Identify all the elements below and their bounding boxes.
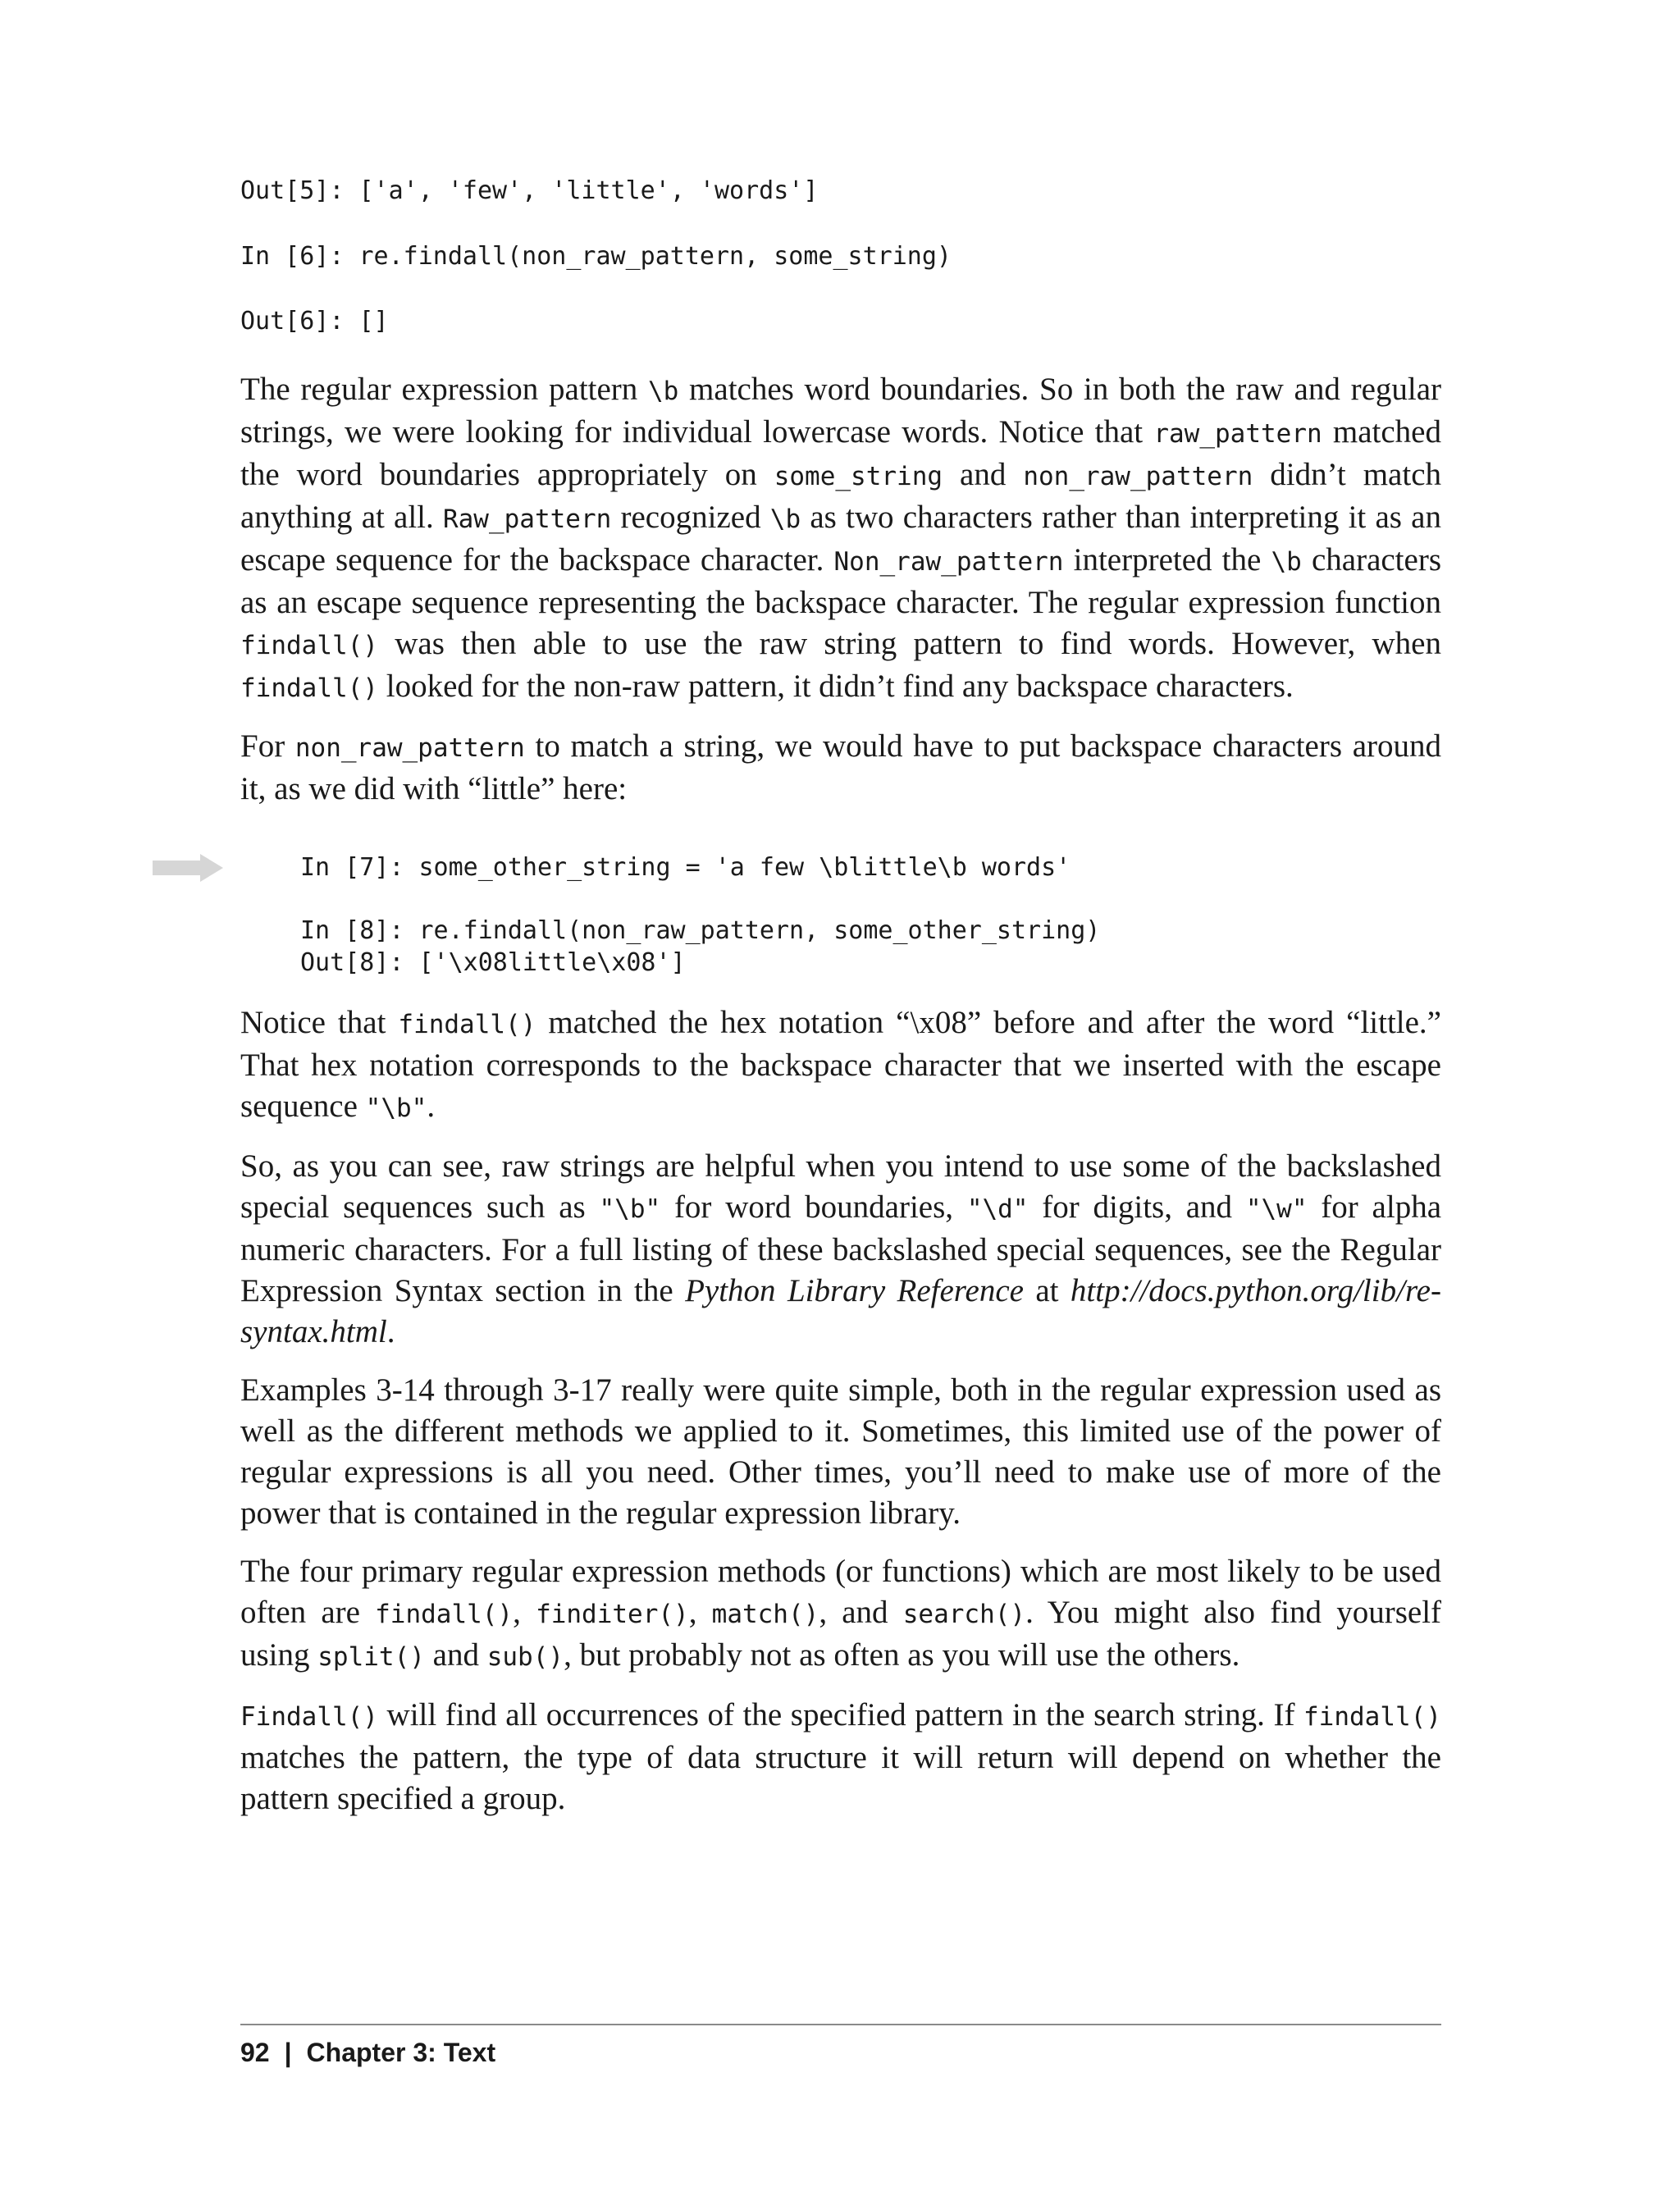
code-input-6: In [6]: re.findall(non_raw_pattern, some_string) [240, 242, 952, 271]
code-output-6: Out[6]: [] [240, 307, 389, 336]
paragraph-primary-methods: The four primary regular expression methods (or functions) which are most likely to be used often are findall(), finditer(), match(), and search(). You might also find yourself using split() and sub(), but probably not as often as you will use the others. [240, 1554, 1442, 1673]
footer-divider [240, 2024, 1441, 2025]
arrow-marker-icon [153, 854, 223, 882]
page-footer [240, 2034, 495, 2070]
paragraph-hex-notation: Notice that findall() matched the hex notation “\x08” before and after the word “little.” That hex notation corresponds to the backspace character that we inserted with the escape sequence "\b". [240, 1005, 1441, 1124]
paragraph-raw-strings-helpful: So, as you can see, raw strings are helpful when you intend to use some of the backslashed special sequences such as "\b" for word boundaries, "\d" for digits, and "\w" for alpha numeric characters. For a full listing of these backslashed special sequences, see the Regular Expression Syntax section in the Python Library Reference at http://docs.python.org/lib/re-syntax.html. [240, 1148, 1442, 1349]
footer-separator: | [284, 2038, 292, 2067]
body-text-upper [240, 369, 1441, 827]
page-number: 92 [240, 2038, 270, 2067]
paragraph-findall-description: Findall() will find all occurrences of the specified pattern in the search string. If findall() matches the pattern, the type of data structure it will return will depend on whether the pattern specified a group. [240, 1697, 1441, 1816]
body-text-lower [240, 1002, 1441, 1837]
paragraph-backspace-intro: For non_raw_pattern to match a string, we would have to put backspace characters around it, as we did with “little” here: [240, 728, 1441, 806]
code-input-7: In [7]: some_other_string = 'a few \blittle\b words' [300, 853, 1071, 882]
code-input-8: In [8]: re.findall(non_raw_pattern, some_other_string) [300, 916, 1101, 945]
code-output-8: Out[8]: ['\x08little\x08'] [300, 948, 686, 977]
chapter-title: Chapter 3: Text [306, 2038, 496, 2067]
paragraph-raw-vs-nonraw: The regular expression pattern \b matches word boundaries. So in both the raw and regular strings, we were looking for individual lowercase words. Notice that raw_pattern matched the word boundaries appropriately on some_string and non_raw_pattern didn’t match anything at all. Raw_pattern recognized \b as two characters rather than interpreting it as an escape sequence for the backspace character. Non_raw_pattern interpreted the \b characters as an escape sequence representing the backspace character. The regular expression function findall() was then able to use the raw string pattern to find words. However, when findall() looked for the non-raw pattern, it didn’t find any backspace characters. [240, 372, 1442, 704]
paragraph-examples-simple: Examples 3-14 through 3-17 really were quite simple, both in the regular expression used as well as the different methods we applied to it. Sometimes, this limited use of the power of regular expressions is all you need. Other times, you’ll need to make use of more of the power that is contained in the regular expression library. [240, 1372, 1441, 1531]
code-output-5: Out[5]: ['a', 'few', 'little', 'words'] [240, 176, 819, 205]
